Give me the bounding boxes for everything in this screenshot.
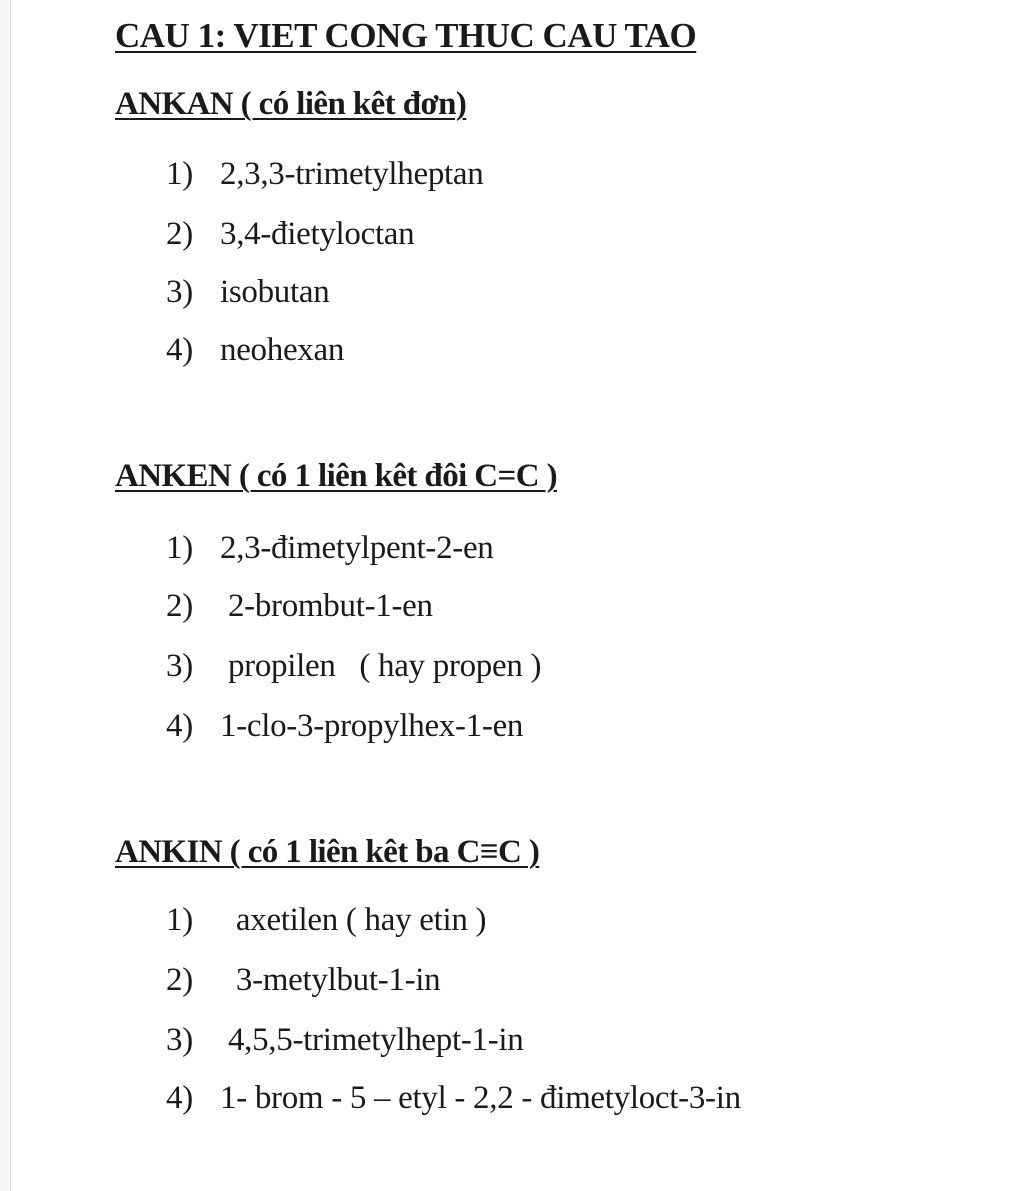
- item-text: 1-clo-3-propylhex-1-en: [220, 708, 524, 744]
- section-heading-ankin: ANKIN ( có 1 liên kêt ba C≡C ): [115, 834, 540, 870]
- list-item: [166, 962, 440, 999]
- item-number: 1): [166, 530, 193, 566]
- list-item: [166, 332, 344, 369]
- section-heading-anken: ANKEN ( có 1 liên kêt đôi C=C ): [115, 458, 558, 494]
- list-item: [166, 648, 541, 685]
- list-item: [166, 1022, 523, 1059]
- page-left-edge: [0, 0, 11, 1191]
- section-heading-ankan: ANKAN ( có liên kêt đơn): [115, 86, 467, 122]
- item-text: neohexan: [220, 332, 345, 368]
- item-text: 1- brom - 5 – etyl - 2,2 - đimetyloct-3-in: [220, 1080, 741, 1116]
- item-number: 4): [166, 708, 193, 744]
- item-number: 1): [166, 156, 193, 192]
- list-item: [166, 216, 414, 253]
- item-number: 1): [166, 902, 193, 938]
- item-text: 3,4-đietyloctan: [220, 216, 415, 252]
- item-text: 4,5,5-trimetylhept-1-in: [220, 1022, 524, 1058]
- item-text: propilen ( hay propen ): [220, 648, 542, 684]
- document-title: CAU 1: VIET CONG THUC CAU TAO: [115, 16, 697, 55]
- item-text: isobutan: [220, 274, 330, 310]
- item-text: 3-metylbut-1-in: [220, 962, 441, 998]
- item-text: 2,3,3-trimetylheptan: [220, 156, 484, 192]
- list-item: [166, 1080, 741, 1117]
- item-number: 2): [166, 216, 193, 252]
- list-item: [166, 274, 329, 311]
- item-number: 3): [166, 1022, 193, 1058]
- item-number: 3): [166, 274, 193, 310]
- item-text: 2,3-đimetylpent-2-en: [220, 530, 494, 566]
- item-number: 3): [166, 648, 193, 684]
- list-item: [166, 708, 523, 745]
- item-text: 2-brombut-1-en: [220, 588, 433, 624]
- list-item: [166, 530, 494, 567]
- item-text: axetilen ( hay etin ): [220, 902, 487, 938]
- item-number: 4): [166, 1080, 193, 1116]
- list-item: [166, 902, 486, 939]
- item-number: 2): [166, 588, 193, 624]
- item-number: 4): [166, 332, 193, 368]
- list-item: [166, 156, 483, 193]
- item-number: 2): [166, 962, 193, 998]
- list-item: [166, 588, 433, 625]
